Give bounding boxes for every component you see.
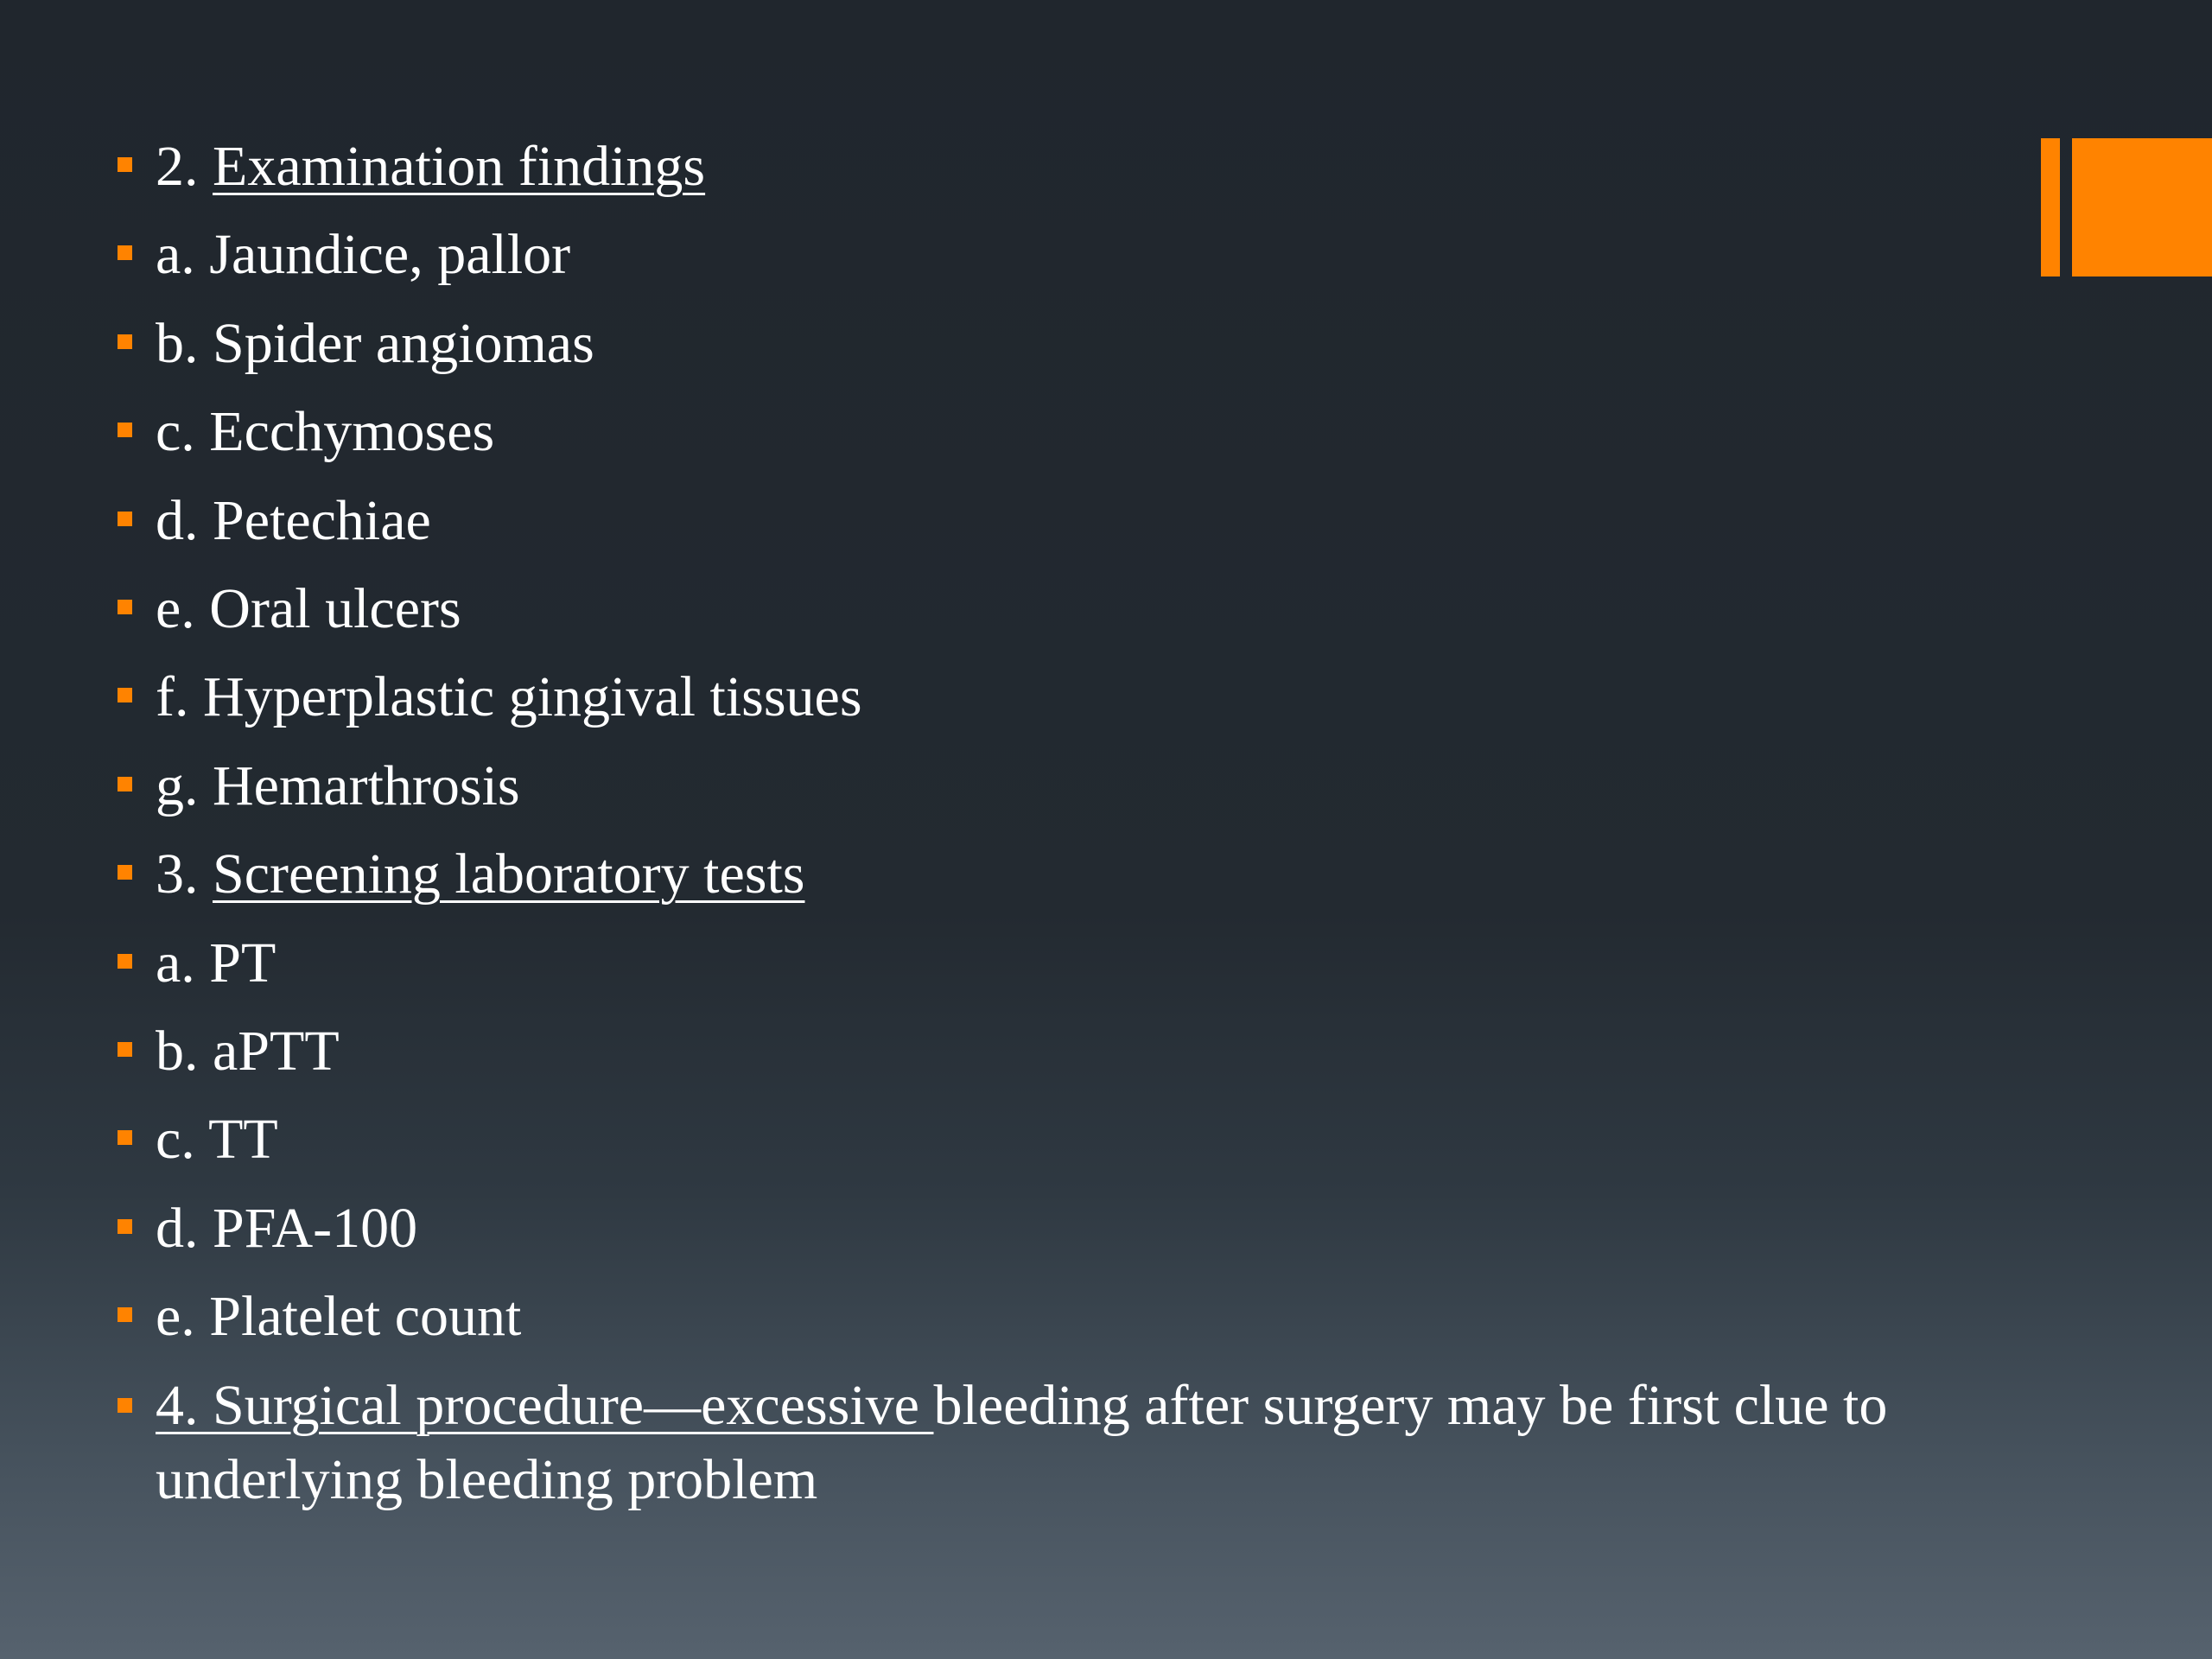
item-text: c. TT [156, 1108, 278, 1172]
square-bullet-icon [118, 157, 132, 172]
list-item-pfa-100 [114, 1185, 1998, 1273]
accent-bar-thin [2041, 138, 2060, 276]
list-item-hyperplastic-gingival [114, 653, 1998, 741]
item-text: e. Oral ulcers [156, 577, 461, 641]
item-text: a. PT [156, 931, 276, 995]
square-bullet-icon [118, 865, 132, 880]
item-text: b. Spider angiomas [156, 311, 594, 375]
square-bullet-icon [118, 954, 132, 969]
square-bullet-icon [118, 1398, 132, 1413]
item-text: d. PFA-100 [156, 1196, 418, 1260]
list-item-ecchymoses [114, 388, 1998, 476]
square-bullet-icon [118, 600, 132, 614]
item-text: f. Hyperplastic gingival tissues [156, 665, 862, 729]
square-bullet-icon [118, 423, 132, 437]
item-text: d. Petechiae [156, 488, 431, 552]
list-item-hemarthrosis [114, 742, 1998, 830]
accent-bar-block [2072, 138, 2212, 276]
bullet-list [114, 123, 1998, 1517]
list-item-petechiae [114, 477, 1998, 565]
list-item-aptt [114, 1007, 1998, 1096]
square-bullet-icon [118, 1307, 132, 1322]
square-bullet-icon [118, 512, 132, 526]
list-item-tt [114, 1096, 1998, 1184]
square-bullet-icon [118, 334, 132, 349]
list-item-screening-tests [114, 830, 1998, 918]
list-item-oral-ulcers [114, 565, 1998, 653]
square-bullet-icon [118, 1130, 132, 1145]
list-item-surgical-procedure [114, 1362, 1998, 1517]
item-prefix: 2. [156, 135, 213, 198]
list-item-examination-findings [114, 123, 1998, 211]
square-bullet-icon [118, 688, 132, 702]
item-heading-underlined: Screening laboratory tests [213, 842, 805, 906]
square-bullet-icon [118, 1042, 132, 1057]
item-text: a. Jaundice, pallor [156, 223, 571, 287]
item-text: b. aPTT [156, 1020, 340, 1084]
list-item-jaundice [114, 211, 1998, 299]
item-prefix: 3. [156, 842, 213, 906]
square-bullet-icon [118, 777, 132, 791]
item-text: g. Hemarthrosis [156, 753, 520, 817]
item-heading-underlined: 4. Surgical procedure—excessive [156, 1373, 934, 1437]
item-text: e. Platelet count [156, 1285, 522, 1349]
item-text: c. Ecchymoses [156, 400, 495, 464]
square-bullet-icon [118, 245, 132, 260]
list-item-spider-angiomas [114, 300, 1998, 388]
square-bullet-icon [118, 1219, 132, 1234]
list-item-platelet-count [114, 1273, 1998, 1361]
list-item-pt [114, 919, 1998, 1007]
item-heading-underlined: Examination findings [213, 135, 706, 198]
item-text: bleeding after surgery may be first clue to underlying bleeding problem [156, 1373, 1888, 1511]
